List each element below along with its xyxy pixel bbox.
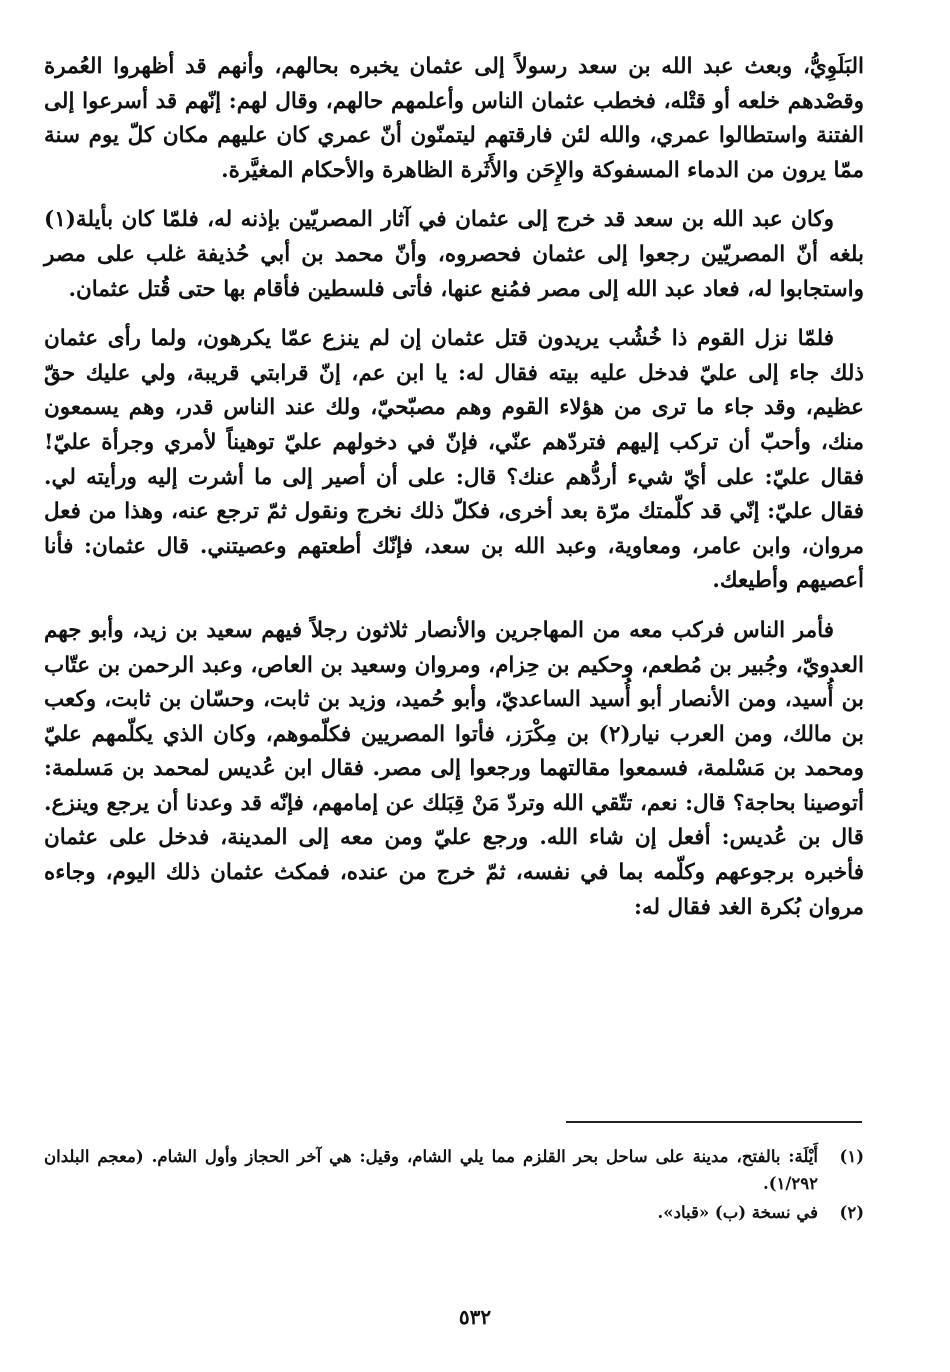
- footnote-number: (٢): [839, 1203, 864, 1222]
- footnotes: [44, 1143, 864, 1228]
- footnote-separator: [566, 1121, 862, 1123]
- paragraph-3: فلمّا نزل القوم ذا خُشُب يريدون قتل عثمان إن لم ينزع عمّا يكرهون، ولما رأى عثمان ذلك جاء إلى عليّ فدخل عليه بيته فقال له: يا ابن عم، إنّ قرابتي قريبة، ولي عليك حقّ عظيم، وقد جاء ما ترى من هؤلاء القوم وهم مصبّحيّ، ولك عند الناس قدر، وهم يسمعون منك، وأحبّ أن تركب إليهم فتردّهم عنّي، فإنّ في دخولهم عليّ توهيناً لأمري وجرأة عليّ! فقال عليّ: على أيّ شيء أردُّهم عنك؟ قال: على أن أصير إلى ما أشرت إليه ورأيته لي. فقال عليّ: إنّي قد كلّمتك مرّة بعد أخرى، فكلّ ذلك نخرج ونقول ثمّ ترجع عنه، وهذا من فعل مروان، وابن عامر، ومعاوية، وعبد الله بن سعد، فإنّك أطعتهم وعصيتني. قال عثمان: فأنا أعصيهم وأطيعك.: [44, 326, 864, 594]
- footnote-1: [44, 1143, 864, 1197]
- footnote-text: في نسخة (ب) «قباد».: [657, 1203, 818, 1222]
- paragraph-1: البَلَوِيُّ، وبعث عبد الله بن سعد رسولاً إلى عثمان يخبره بحالهم، وأنهم قد أظهروا العُمرة وقصْدهم خلعه أو قتْله، فخطب عثمان الناس وأعلمهم حالهم، وقال لهم: إنّهم قد أسرعوا إلى الفتنة واستطالوا عمري، والله لئن فارقتهم ليتمنّون أنّ عمري كان عليهم مكان كلّ يوم سنة ممّا يرون من الدماء المسفوكة والإِحَن والأَثَرة الظاهرة والأحكام المغيَّرة.: [44, 54, 864, 183]
- paragraph-4: فأمر الناس فركب معه من المهاجرين والأنصار ثلاثون رجلاً فيهم سعيد بن زيد، وأبو جهم العدويّ، وجُبير بن مُطعم، وحكيم بن حِزام، ومروان وسعيد بن العاص، وعبد الرحمن بن عتّاب بن أُسيد، ومن الأنصار أبو أُسيد الساعديّ، وأبو حُميد، وزيد بن ثابت، وحسّان بن ثابت، وكعب بن مالك، ومن العرب نيار(٢) بن مِكْرَز، فأتوا المصريين فكلّموهم، وكان الذي يكلّمهم عليّ ومحمد بن مَسْلمة، فسمعوا مقالتهما ورجعوا إلى مصر. فقال ابن عُديس لمحمد بن مَسلمة: أتوصينا بحاجة؟ قال: نعم، تتّقي الله وتردّ مَنْ قِبَلك عن إمامهم، فإنّه قد وعدنا أن يرجع وينزع. قال بن عُديس: أفعل إن شاء الله. ورجع عليّ ومن معه إلى المدينة، فدخل على عثمان فأخبره برجوعهم وكلّمه بما في نفسه، ثمّ خرج من عنده، فمكث عثمان ذلك اليوم، وجاءه مروان بُكرة الغد فقال له:: [44, 617, 864, 920]
- main-text: [44, 50, 864, 940]
- page-number: ٥٣٢: [458, 1305, 492, 1329]
- footnote-text: أَيْلَة: بالفتح، مدينة على ساحل بحر القلزم مما يلي الشام، وقيل: هي آخر الحجاز وأول الشام. (معجم البلدان ١/٢٩٢).: [44, 1147, 818, 1193]
- paragraph-2: وكان عبد الله بن سعد قد خرج إلى عثمان في آثار المصريّين بإذنه له، فلمّا كان بأيلة(١) بلغه أنّ المصريّين رجعوا إلى عثمان فحصروه، وأنّ محمد بن أبي حُذيفة غلب على مصر واستجابوا له، فعاد عبد الله إلى مصر فمُنع عنها، فأتى فلسطين فأقام بها حتى قُتل عثمان.: [44, 207, 864, 302]
- footnote-2: [44, 1199, 864, 1226]
- footnote-number: (١): [839, 1147, 864, 1166]
